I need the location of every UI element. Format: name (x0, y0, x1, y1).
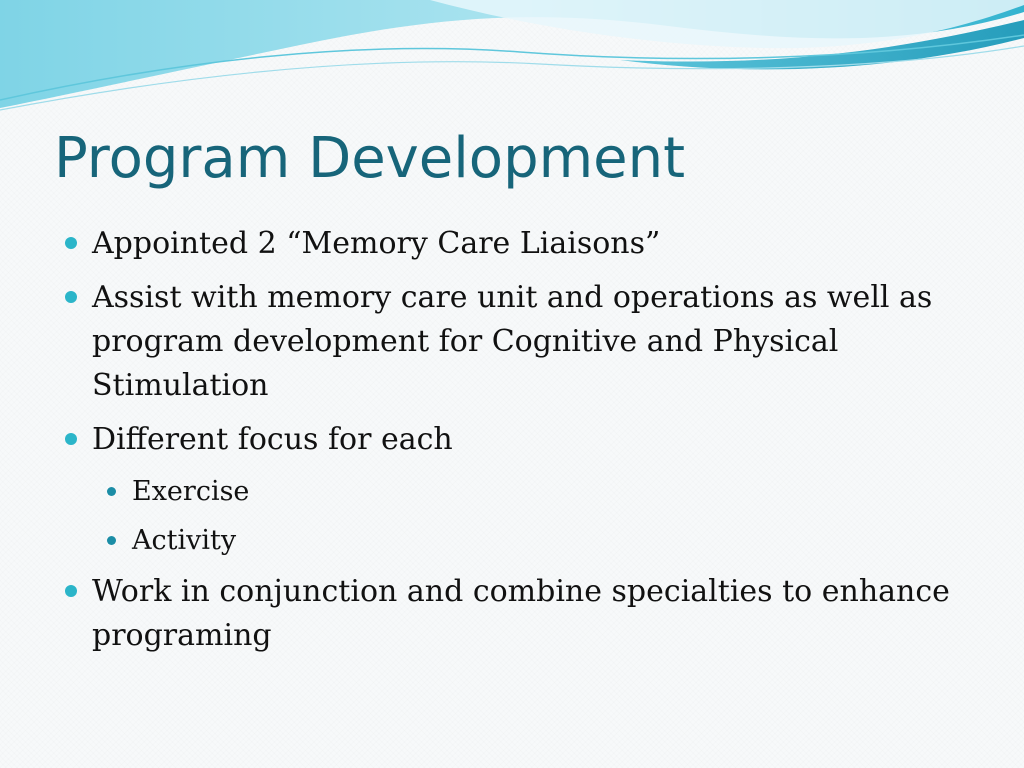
bullet-icon (65, 433, 77, 445)
bullet-list (62, 222, 982, 668)
sub-bullet-icon (107, 487, 116, 496)
bullet-text: Assist with memory care unit and operations as well as program development for Cognitive and Physical Stimulation (92, 280, 933, 403)
bullet-item (62, 222, 982, 266)
slide-title: Program Development (54, 126, 686, 191)
sub-bullet-text: Exercise (132, 476, 250, 507)
bullet-icon (65, 291, 77, 303)
bullet-text: Work in conjunction and combine specialties to enhance programing (92, 574, 950, 653)
bullet-text: Appointed 2 “Memory Care Liaisons” (92, 226, 661, 261)
sub-bullet-text: Activity (132, 525, 237, 556)
bullet-item (62, 418, 982, 462)
decorative-wave-header (0, 0, 1024, 130)
bullet-item (62, 570, 982, 658)
sub-bullet-item (62, 521, 982, 561)
sub-bullet-item (62, 472, 982, 512)
bullet-text: Different focus for each (92, 422, 453, 457)
bullet-item (62, 276, 982, 408)
bullet-icon (65, 237, 77, 249)
bullet-icon (65, 585, 77, 597)
sub-bullet-icon (107, 536, 116, 545)
